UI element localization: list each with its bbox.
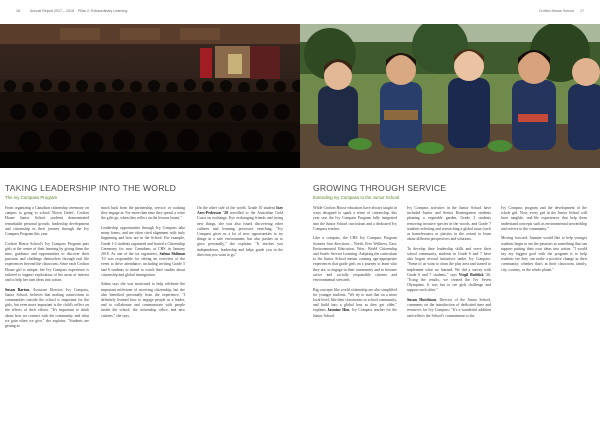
paragraph: Ivy Compass activities in the Junior School have included Junior and Senior Kindergarten students planting a vegetable garden, Grade 3 students removing invasive species in the woods, and Grade 7 students selecting and researching a global issue (such as homelessness or plastics in the ocean) to learn about different perspectives and solutions.	[407, 206, 491, 242]
paragraph: To develop their leadership skills and serve their school community, students in Grade 6 and 7 have also begun several initiatives under Ivy Compass. "Some of us want to clean the play area and started to implement what we learned. We did a survey with Grade 6 and 7 students," says Virgil Beddick '26. "Using the results, we created the Ivy Seven Olympians. It was fun to see girls challenge and support each other."	[407, 246, 491, 293]
section-title-left: TAKING LEADERSHIP INTO THE WORLD	[5, 183, 176, 193]
right-column-3	[501, 206, 587, 273]
person-name: Susan Hutchison	[407, 298, 437, 303]
person-name: Virgil Beddick	[458, 272, 484, 277]
paragraph: Leadership opportunities through Ivy Compass take many forms, and are often cited alignment with truly happening and how are in the School. For example, Grade 1-2 students organized and hosted a Citizenship Ceremony for new Canadians at CHS in January 2018. As one of the six organizers, Salma Shilman '10 was responsible for setting an overview of the event to drive attendance, including inviting Grade 5 and 6 students to attend to watch their studies about citizenship and global immigration.	[101, 226, 185, 277]
paragraph: Big concepts like world citizenship are also simplified for younger students. "We try to start that on a more local level, like their classrooms or school community, and build into a global lens as they get older," explains Jasmine Hon, Ivy Compass teacher for the Junior School.	[313, 287, 397, 318]
running-header-right	[316, 9, 584, 17]
section-title-right: GROWING THROUGH SERVICE	[313, 183, 447, 193]
paragraph: much back from the partnership, service, or cooking they engage in. For more than time they spend, a write the gifts go, when they reflect on the lessons learnt."	[101, 206, 185, 221]
paragraph: On the other side of the world, Grade 10 student Izzy Ares-Pederson '20 travelled to the Australian Gold Coast on exchange. Eye exchanging friends and trying new things, she was also found discovering other cultures and learning processes enriching. "Ivy Compass gives us a lot of new opportunities to try things in a safe environment, but also pushes us to grow personally," she explains. "It teaches you independence, leadership and helps guide you in the direction you want to go."	[197, 206, 283, 257]
paragraph: Susan Hutchison, Director of the Junior School, comments on the introduction of dedicated time and resources for Ivy Compass: "It's a wonderful addition and reflects the School's commitment to the	[407, 298, 492, 318]
paragraph: Like a compass, the CHS Ivy Compass Program features four directions – North: Free Wellness, East: Environmental Education, West: World Citizenship and South: Service Learning. Adopting the curriculum to the Junior School means creating age-appropriate experiences that guide girls on a journey to learn who they are, to engage in their community and to become active and socially responsible citizens and environmental stewards.	[313, 236, 397, 283]
person-name: Jasmine Hon	[327, 308, 350, 313]
paragraph: Salma says she was motivated to help celebrate the important milestone of receiving citizenship, but she also benefited personally from the experience. "I definitely learned how to engage people as a leader, and to collaborate and communicate with people inside the school, the citizenship office, and new citizens," she says.	[101, 282, 185, 318]
paragraph-text: , Assistant Director, Ivy Compass, Junior School, believes that making connections to communities outside the school is important for the girls, but even more important is the child's reflect on the effects of their efforts. "It's important to think about how we connect with the community, and what we gain when we give," she explains. "Students are getting as	[5, 287, 90, 329]
paragraph: From organizing a Canadian citizenship ceremony on campus to going to school 'Down Under', Crofton House Junior School students demonstrated remarkable personal growth, leadership development and citizenship in their journey through the Ivy Compass Program this year.	[5, 206, 89, 237]
right-column-2	[407, 206, 491, 319]
page-number-left: 16	[16, 9, 20, 13]
paragraph	[5, 288, 89, 330]
right-page	[300, 0, 600, 431]
pillar-label: Pillar 2: Extraordinary Learning	[78, 9, 128, 13]
section-subtitle-right: Extending Ivy Compass to the Junior School	[313, 195, 400, 200]
running-header-left	[16, 9, 284, 17]
paragraph: Crofton House School's Ivy Compass Program puts girls at the centre of their learning by giving them the time, guidance and opportunities to discover their passions and challenge themselves through real life experiences beyond the classroom. Since each Crofton House girl is unique, her Ivy Compass experience is tailored to support exploration of her areas of interest and to help her turn ideas into action.	[5, 241, 89, 283]
right-column-1	[313, 206, 397, 319]
paragraph: Ivy Compass program and the development of the whole girl. Now, every girl in the Junior School will have tangible, real-life experiences that help them understand concepts such as environmental stewardship and service to the community."	[501, 206, 587, 231]
person-name: Izzy Ares-Pederson '20	[197, 206, 283, 216]
left-column-1	[5, 206, 89, 329]
name-lead: Susan Barton	[5, 287, 30, 292]
section-subtitle-left: The Ivy Compass Program	[5, 195, 58, 200]
school-name: Crofton House School	[538, 9, 574, 13]
report-title: Annual Report 2017 – 2018	[30, 9, 74, 13]
page-number-right: 17	[580, 9, 584, 13]
photo-students-garden	[300, 24, 600, 168]
photo-auditorium	[0, 24, 300, 168]
paragraph: While Crofton House education have always taught in ways designed to spark a sense of citizenship, this year saw the Ivy Compass Program fully integrated into the Junior School curriculum and a dedicated Ivy Compass teacher.	[313, 206, 397, 231]
left-column-3	[197, 206, 283, 258]
paragraph: Moving forward, Jasmine would like to help younger students begin to see the passions as something that can support putting their own ideas into action. "I would say my biggest goal with the program is to help students see they can make a positive change in their community, whether that's in their classroom, family, city, country, or the whole planet."	[501, 236, 587, 272]
person-name: Salma Shilman	[159, 252, 185, 257]
left-column-2	[101, 206, 185, 319]
